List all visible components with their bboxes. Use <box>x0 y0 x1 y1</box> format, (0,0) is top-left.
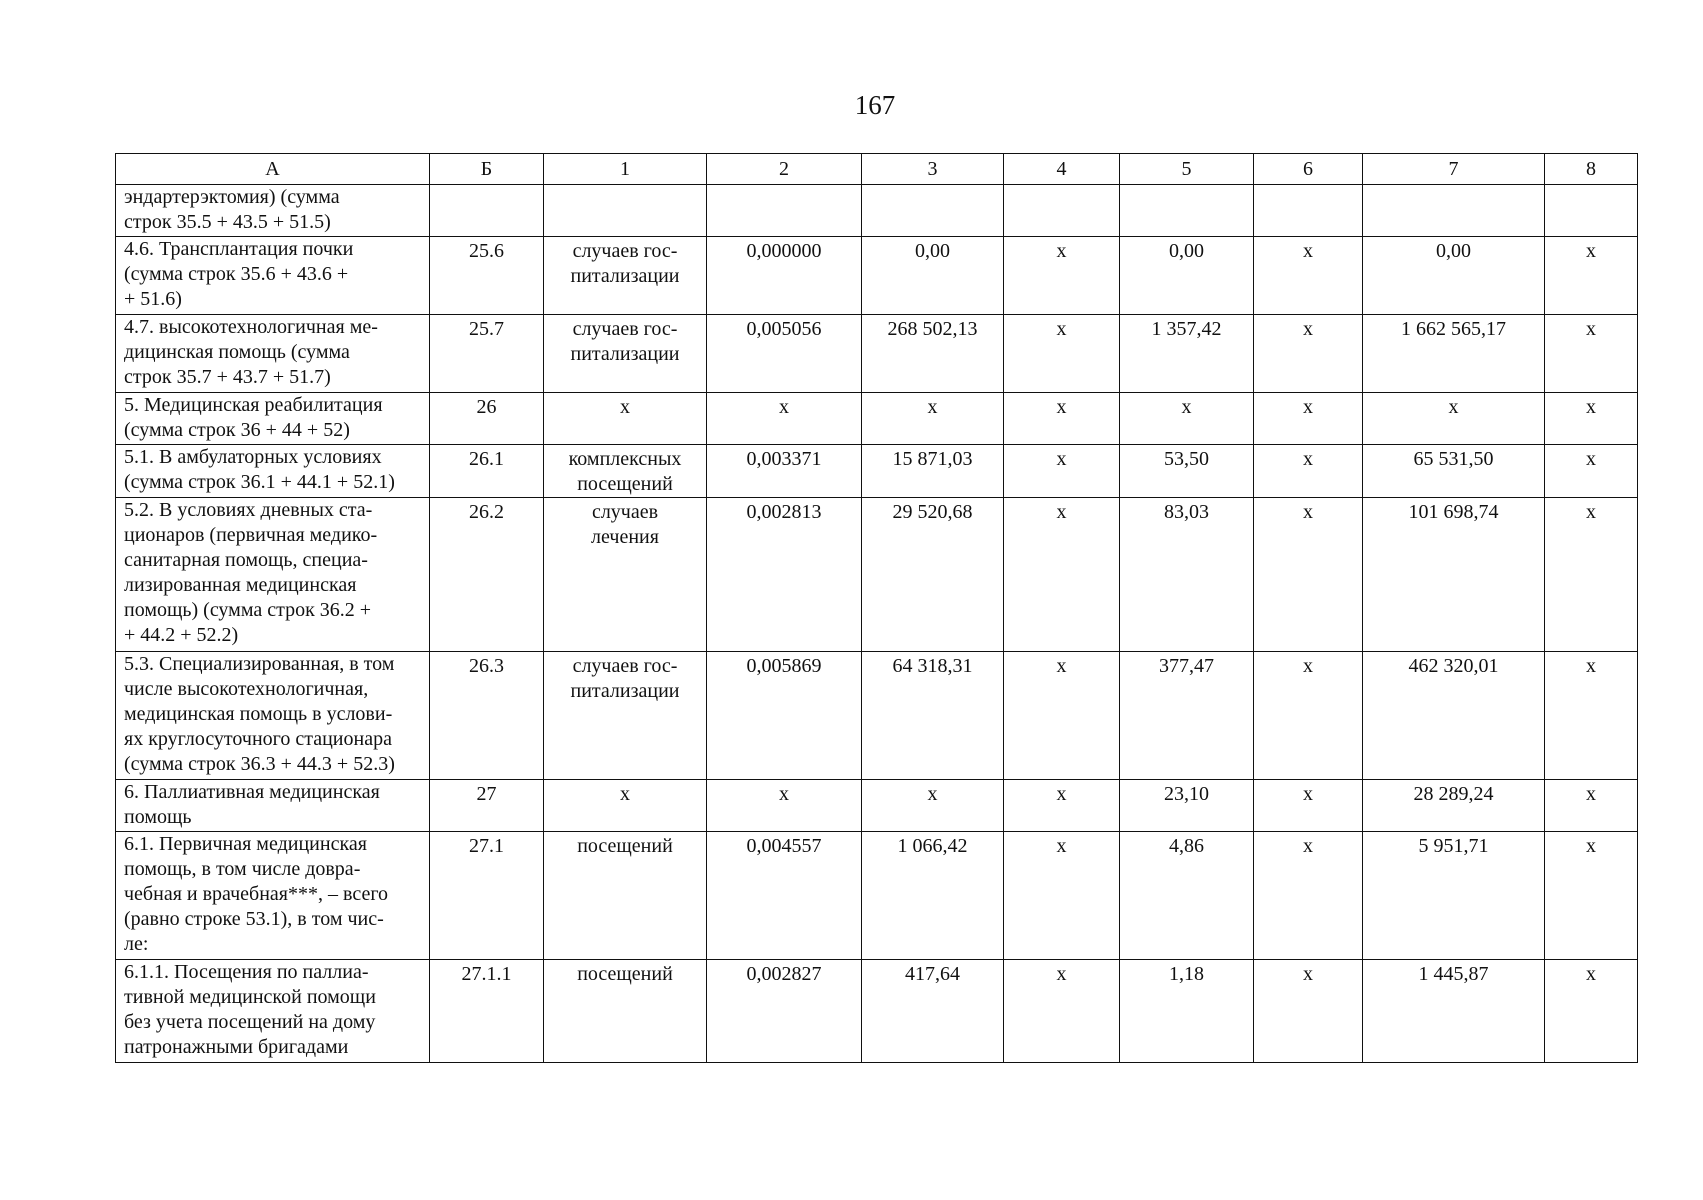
value-cell: х <box>1254 780 1363 832</box>
value-cell: 28 289,24 <box>1363 780 1545 832</box>
value-cell: 15 871,03 <box>862 445 1004 498</box>
value-cell <box>862 185 1004 237</box>
value-cell: х <box>862 780 1004 832</box>
table-row <box>116 652 1638 780</box>
value-cell: х <box>1004 315 1120 393</box>
column-header: 4 <box>1004 154 1120 185</box>
data-table <box>115 153 1638 1063</box>
value-cell: 0,005056 <box>707 315 862 393</box>
value-cell: 462 320,01 <box>1363 652 1545 780</box>
row-label: 5.1. В амбулаторных условиях (сумма строк 36.1 + 44.1 + 52.1) <box>116 445 430 498</box>
value-cell <box>1004 185 1120 237</box>
column-header: 7 <box>1363 154 1545 185</box>
row-label: 6. Паллиативная медицинская помощь <box>116 780 430 832</box>
row-label: 5.3. Специализированная, в том числе высокотехнологичная, медицинская помощь в услови- ях круглосуточного стационара (сумма строк 36.3 + 44.3 + 52.3) <box>116 652 430 780</box>
value-cell: х <box>1254 445 1363 498</box>
value-cell: х <box>1545 780 1638 832</box>
unit-cell: посещений <box>544 960 707 1063</box>
unit-cell: случаев гос- питализации <box>544 315 707 393</box>
value-cell: 0,00 <box>862 237 1004 315</box>
value-cell: 53,50 <box>1120 445 1254 498</box>
table-row <box>116 780 1638 832</box>
value-cell: 0,00 <box>1120 237 1254 315</box>
unit-cell: случаев гос- питализации <box>544 237 707 315</box>
value-cell: 5 951,71 <box>1363 832 1545 960</box>
value-cell: х <box>1363 393 1545 445</box>
value-cell: х <box>1254 393 1363 445</box>
value-cell: х <box>707 393 862 445</box>
value-cell: х <box>1004 960 1120 1063</box>
column-header: 6 <box>1254 154 1363 185</box>
table-row <box>116 498 1638 652</box>
data-table-container <box>115 153 1638 1063</box>
column-header: 2 <box>707 154 862 185</box>
table-row <box>116 960 1638 1063</box>
column-header: 1 <box>544 154 707 185</box>
value-cell: 0,000000 <box>707 237 862 315</box>
row-label: 4.7. высокотехнологичная ме- дицинская помощь (сумма строк 35.7 + 43.7 + 51.7) <box>116 315 430 393</box>
value-cell <box>1120 185 1254 237</box>
value-cell <box>1254 185 1363 237</box>
row-code <box>430 185 544 237</box>
unit-cell: х <box>544 393 707 445</box>
value-cell: х <box>1545 393 1638 445</box>
value-cell: х <box>1254 960 1363 1063</box>
table-header-row <box>116 154 1638 185</box>
value-cell: 29 520,68 <box>862 498 1004 652</box>
value-cell: 64 318,31 <box>862 652 1004 780</box>
unit-cell <box>544 185 707 237</box>
value-cell: х <box>1004 780 1120 832</box>
table-row <box>116 185 1638 237</box>
row-code: 25.6 <box>430 237 544 315</box>
value-cell: 1 662 565,17 <box>1363 315 1545 393</box>
value-cell: х <box>1545 315 1638 393</box>
value-cell: 1 066,42 <box>862 832 1004 960</box>
value-cell: 1 445,87 <box>1363 960 1545 1063</box>
column-header: 3 <box>862 154 1004 185</box>
column-header: 8 <box>1545 154 1638 185</box>
value-cell: 101 698,74 <box>1363 498 1545 652</box>
unit-cell: комплексных посещений <box>544 445 707 498</box>
value-cell: 23,10 <box>1120 780 1254 832</box>
row-code: 27.1.1 <box>430 960 544 1063</box>
value-cell: х <box>1545 237 1638 315</box>
table-row <box>116 393 1638 445</box>
value-cell: х <box>1004 832 1120 960</box>
row-label: 5. Медицинская реабилитация (сумма строк 36 + 44 + 52) <box>116 393 430 445</box>
row-code: 27.1 <box>430 832 544 960</box>
value-cell: 1 357,42 <box>1120 315 1254 393</box>
row-label: 5.2. В условиях дневных ста- ционаров (первичная медико- санитарная помощь, специа- лизированная медицинская помощь) (сумма строк 36.2 + + 44.2 + 52.2) <box>116 498 430 652</box>
row-code: 27 <box>430 780 544 832</box>
value-cell: х <box>1254 652 1363 780</box>
column-header: Б <box>430 154 544 185</box>
row-label: 6.1.1. Посещения по паллиа- тивной медицинской помощи без учета посещений на дому патронажными бригадами <box>116 960 430 1063</box>
value-cell: 268 502,13 <box>862 315 1004 393</box>
value-cell: х <box>1004 652 1120 780</box>
value-cell: х <box>1004 237 1120 315</box>
value-cell: х <box>1545 960 1638 1063</box>
value-cell <box>1545 185 1638 237</box>
row-label: 6.1. Первичная медицинская помощь, в том числе довра- чебная и врачебная***, – всего (равно строке 53.1), в том чис- ле: <box>116 832 430 960</box>
row-label: 4.6. Трансплантация почки (сумма строк 35.6 + 43.6 + + 51.6) <box>116 237 430 315</box>
column-header: А <box>116 154 430 185</box>
table-row <box>116 832 1638 960</box>
value-cell: 4,86 <box>1120 832 1254 960</box>
value-cell: х <box>1004 445 1120 498</box>
unit-cell: х <box>544 780 707 832</box>
value-cell: х <box>1545 498 1638 652</box>
value-cell: х <box>1004 498 1120 652</box>
value-cell: х <box>707 780 862 832</box>
value-cell <box>1363 185 1545 237</box>
value-cell: 0,00 <box>1363 237 1545 315</box>
value-cell: 0,005869 <box>707 652 862 780</box>
value-cell: х <box>1254 237 1363 315</box>
column-header: 5 <box>1120 154 1254 185</box>
row-code: 26.3 <box>430 652 544 780</box>
page-number: 167 <box>854 90 896 120</box>
value-cell: х <box>1254 315 1363 393</box>
value-cell: х <box>1545 832 1638 960</box>
table-row <box>116 237 1638 315</box>
value-cell: 65 531,50 <box>1363 445 1545 498</box>
value-cell <box>707 185 862 237</box>
unit-cell: случаев гос- питализации <box>544 652 707 780</box>
value-cell: х <box>1254 832 1363 960</box>
value-cell: х <box>1004 393 1120 445</box>
value-cell: х <box>862 393 1004 445</box>
unit-cell: посещений <box>544 832 707 960</box>
value-cell: 377,47 <box>1120 652 1254 780</box>
table-row <box>116 315 1638 393</box>
value-cell: 417,64 <box>862 960 1004 1063</box>
unit-cell: случаев лечения <box>544 498 707 652</box>
row-label: эндартерэктомия) (сумма строк 35.5 + 43.5 + 51.5) <box>116 185 430 237</box>
value-cell: 0,003371 <box>707 445 862 498</box>
value-cell: х <box>1254 498 1363 652</box>
value-cell: 0,002813 <box>707 498 862 652</box>
row-code: 26.1 <box>430 445 544 498</box>
value-cell: х <box>1545 652 1638 780</box>
value-cell: х <box>1120 393 1254 445</box>
value-cell: 0,004557 <box>707 832 862 960</box>
row-code: 25.7 <box>430 315 544 393</box>
row-code: 26 <box>430 393 544 445</box>
row-code: 26.2 <box>430 498 544 652</box>
value-cell: 1,18 <box>1120 960 1254 1063</box>
table-row <box>116 445 1638 498</box>
value-cell: х <box>1545 445 1638 498</box>
value-cell: 0,002827 <box>707 960 862 1063</box>
value-cell: 83,03 <box>1120 498 1254 652</box>
